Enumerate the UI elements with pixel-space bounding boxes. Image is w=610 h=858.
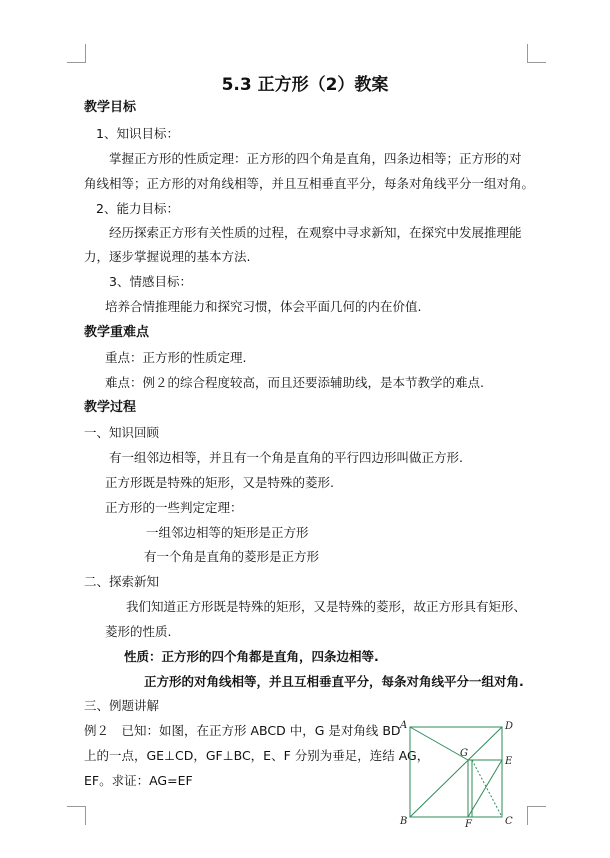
example-text-line: 例２ 已知：如图，在正方形 ABCD 中，G 是对角线 BD (84, 723, 401, 738)
page-corner-mark (67, 44, 86, 63)
paragraph-line: 经历探索正方形有关性质的过程，在观察中寻求新知，在探究中发展推理能 (109, 225, 522, 240)
paragraph-line: 正方形既是特殊的矩形，又是特殊的菱形. (105, 475, 334, 490)
label-f: F (465, 819, 472, 828)
knowledge-objective-label: 1、知识目标： (96, 126, 179, 141)
page-title: 5.3 正方形（2）教案 (221, 75, 389, 95)
square-geometry-figure (398, 718, 520, 828)
property-line: 性质：正方形的四个角都是直角，四条边相等. (124, 649, 379, 664)
paragraph-line: 角线相等；正方形的对角线相等，并且互相垂直平分，每条对角线平分一组对角。 (84, 176, 535, 191)
section-heading-key-points: 教学重难点 (84, 325, 150, 340)
subsection-title-explore: 二、探索新知 (84, 574, 160, 589)
emotion-objective-label: 3、情感目标： (109, 274, 192, 289)
paragraph-line: 有一组邻边相等，并且有一个角是直角的平行四边形叫做正方形. (109, 450, 463, 465)
paragraph-line: 掌握正方形的性质定理：正方形的四个角是直角，四条边相等；正方形的对 (109, 151, 522, 166)
label-d: D (505, 721, 514, 732)
section-heading-objectives: 教学目标 (84, 100, 137, 115)
label-b: B (400, 816, 408, 827)
example-text-line: 上的一点，GE⊥CD，GF⊥BC，E、F 分别为垂足，连结 AG， (84, 748, 430, 763)
theorem-line: 有一个角是直角的菱形是正方形 (144, 549, 320, 564)
label-a: A (400, 720, 408, 731)
ability-objective-label: 2、能力目标： (96, 201, 179, 216)
key-point-text: 重点：正方形的性质定理. (105, 350, 247, 365)
subsection-title-examples: 三、例题讲解 (84, 698, 160, 713)
theorem-line: 一组邻边相等的矩形是正方形 (146, 525, 309, 540)
section-heading-process: 教学过程 (84, 400, 137, 415)
label-e: E (505, 756, 513, 767)
dashed-helper-line (472, 760, 502, 817)
diagonal-bd (410, 727, 502, 817)
label-c: C (505, 816, 513, 827)
paragraph-line: 力，逐步掌握说理的基本方法. (84, 249, 251, 264)
subsection-title-review: 一、知识回顾 (84, 425, 160, 440)
property-line: 正方形的对角线相等，并且互相垂直平分，每条对角线平分一组对角. (144, 674, 524, 689)
segment-ef (468, 760, 502, 817)
label-g: G (460, 748, 468, 759)
page-corner-mark (527, 806, 546, 825)
page-corner-mark (67, 806, 86, 825)
paragraph-line: 正方形的一些判定定理： (105, 500, 243, 515)
difficulty-text: 难点：例２的综合程度较高，而且还要添辅助线，是本节教学的难点. (105, 375, 484, 390)
page-corner-mark (527, 44, 546, 63)
paragraph-line: 我们知道正方形既是特殊的矩形，又是特殊的菱形，故正方形具有矩形、 (126, 599, 527, 614)
paragraph-line: 培养合情推理能力和探究习惯，体会平面几何的内在价值. (105, 299, 422, 314)
paragraph-line: 菱形的性质. (105, 624, 172, 639)
example-text-line: EF。求证：AG=EF (84, 773, 193, 788)
